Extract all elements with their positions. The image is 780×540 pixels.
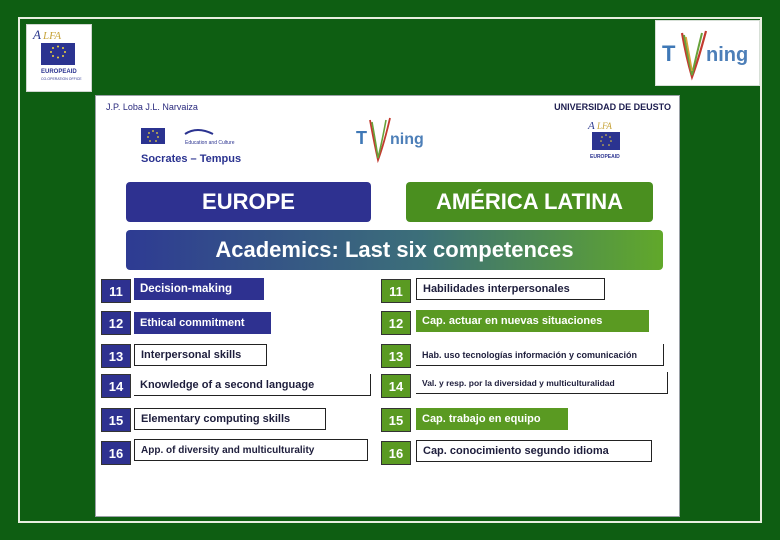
slide-content: [95, 95, 680, 517]
svg-text:ning: ning: [390, 131, 424, 148]
authors-text: J.P. Loba J.L. Narvaiza: [106, 102, 198, 112]
tuning-logo-small: [354, 114, 444, 166]
america-latina-banner: AMÉRICA LATINA: [406, 182, 653, 222]
svg-text:T: T: [662, 41, 676, 66]
europe-competence-11: Decision-making: [134, 278, 264, 300]
america-number-16: 16: [381, 441, 411, 465]
svg-text:LFA: LFA: [43, 30, 62, 42]
america-competence-11: Habilidades interpersonales: [416, 278, 605, 300]
academics-banner: Academics: Last six competences: [126, 230, 663, 270]
europe-number-13: 13: [101, 344, 131, 368]
europe-number-11: 11: [101, 279, 131, 303]
alfa-logo: [26, 24, 92, 92]
svg-text:LFA: LFA: [597, 121, 612, 131]
europe-competence-16: App. of diversity and multiculturality: [134, 439, 368, 461]
america-number-15: 15: [381, 408, 411, 432]
europe-number-12: 12: [101, 311, 131, 335]
america-competence-13: Hab. uso tecnologías información y comunicación: [416, 344, 664, 366]
university-text: UNIVERSIDAD DE DEUSTO: [554, 102, 671, 112]
europe-number-14: 14: [101, 374, 131, 398]
europe-banner: EUROPE: [126, 182, 371, 222]
europe-number-16: 16: [101, 441, 131, 465]
svg-text:T: T: [356, 128, 367, 148]
america-number-11: 11: [381, 279, 411, 303]
svg-text:ning: ning: [706, 44, 749, 66]
svg-text:EUROPEAID: EUROPEAID: [590, 154, 620, 160]
europe-competence-12: Ethical commitment: [134, 312, 271, 334]
america-number-12: 12: [381, 311, 411, 335]
america-competence-12: Cap. actuar en nuevas situaciones: [416, 310, 649, 332]
alfa-logo-small: [586, 118, 636, 170]
america-number-13: 13: [381, 344, 411, 368]
america-competence-14: Val. y resp. por la diversidad y multiculturalidad: [416, 372, 668, 394]
svg-text:EUROPEAID: EUROPEAID: [41, 69, 77, 75]
america-number-14: 14: [381, 374, 411, 398]
socrates-tempus-logo: [141, 126, 251, 168]
svg-text:A: A: [588, 120, 595, 132]
svg-text:CO-OPERATION OFFICE: CO-OPERATION OFFICE: [41, 77, 82, 81]
europe-number-15: 15: [101, 408, 131, 432]
svg-text:Socrates – Tempus: Socrates – Tempus: [141, 153, 242, 165]
america-competence-16: Cap. conocimiento segundo idioma: [416, 440, 652, 462]
svg-text:Education and Culture: Education and Culture: [185, 140, 235, 146]
europe-competence-15: Elementary computing skills: [134, 408, 326, 430]
svg-text:A: A: [33, 27, 41, 42]
tuning-logo: [655, 20, 760, 86]
europe-competence-14: Knowledge of a second language: [134, 374, 371, 396]
america-competence-15: Cap. trabajo en equipo: [416, 408, 568, 430]
europe-competence-13: Interpersonal skills: [134, 344, 267, 366]
